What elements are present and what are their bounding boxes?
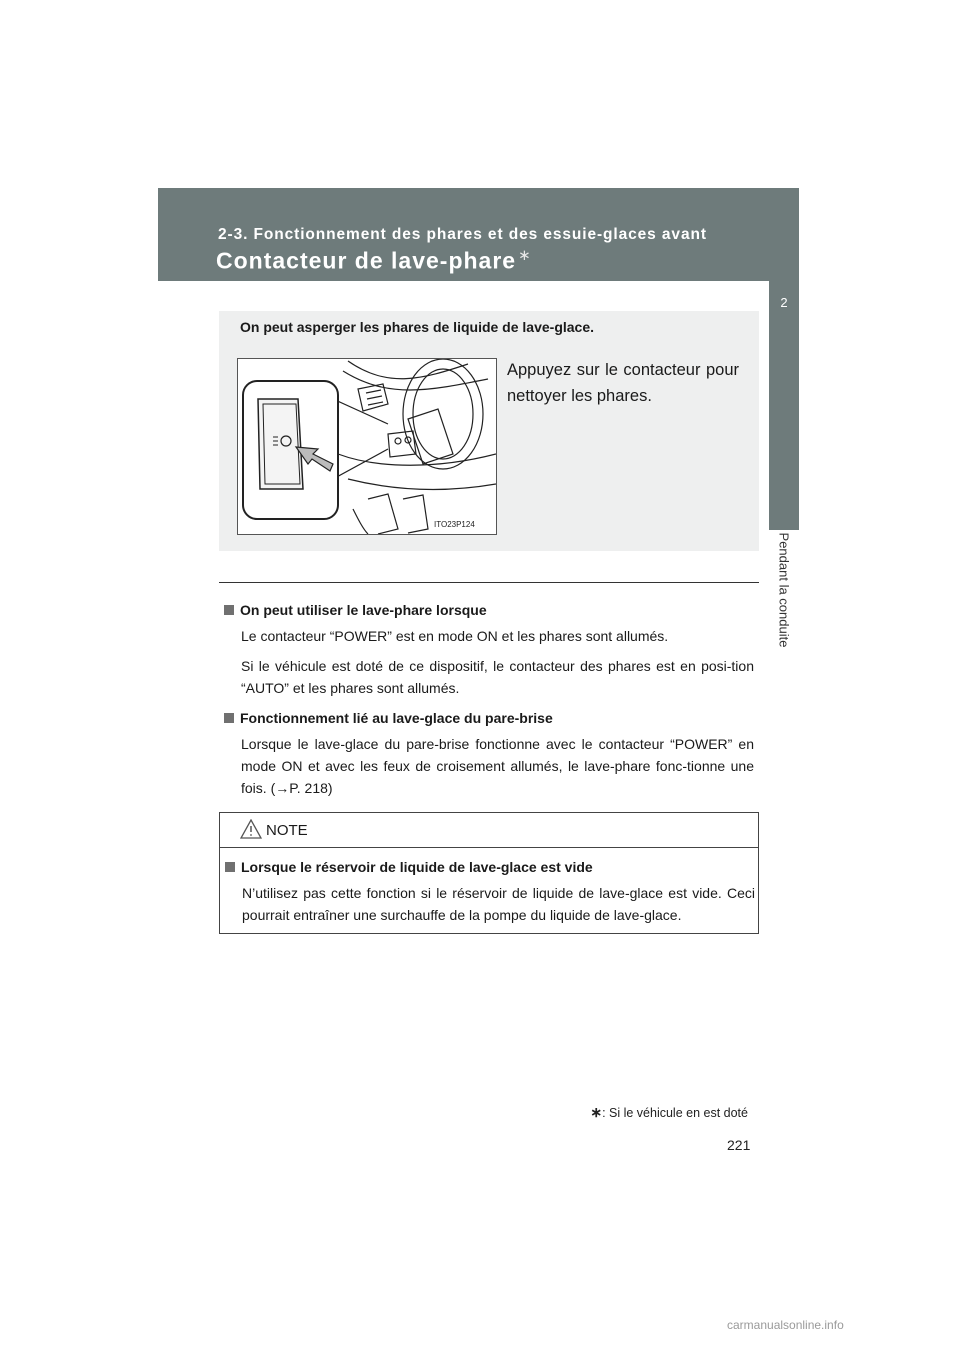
- chapter-number: 2: [780, 295, 788, 310]
- paragraph: Si le véhicule est doté de ce dispositif, le contacteur des phares est en posi-tion “AUTO” et les phares sont allumés.: [241, 658, 754, 696]
- asterisk-icon: ∗: [518, 247, 532, 264]
- content: [224, 599, 754, 807]
- square-bullet-icon: [225, 862, 235, 872]
- square-bullet-icon: [224, 605, 234, 615]
- footnote: [590, 1104, 748, 1121]
- note-header: [220, 813, 758, 848]
- image-code: ITO23P124: [434, 520, 475, 529]
- page-title: [216, 246, 532, 275]
- footnote-text: : Si le véhicule en est doté: [602, 1106, 748, 1120]
- section-heading-text: Fonctionnement lié au lave-glace du pare-brise: [240, 710, 553, 726]
- dashboard-drawing: [238, 359, 496, 534]
- note-heading-text: Lorsque le réservoir de liquide de lave-glace est vide: [241, 859, 593, 875]
- intro-box: [219, 311, 759, 551]
- section-heading: [224, 599, 754, 621]
- section-heading-text: On peut utiliser le lave-phare lorsque: [240, 602, 487, 618]
- note-heading: [225, 856, 755, 878]
- page-title-text: Contacteur de lave-phare: [216, 247, 517, 274]
- section-linked: [224, 707, 754, 799]
- paragraph: Le contacteur “POWER” est en mode ON et les phares sont allumés.: [241, 628, 669, 644]
- section-usage: [224, 599, 754, 699]
- section-header: [158, 188, 799, 281]
- page-number: 221: [727, 1137, 751, 1153]
- intro-lead: On peut asperger les phares de liquide de lave-glace.: [240, 319, 595, 335]
- chapter-tab: [769, 265, 799, 530]
- note-text: N’utilisez pas cette fonction si le réservoir de liquide de lave-glace est vide. Ceci pourrait entraîner une surchauffe de la pompe du liquide de lave-glace.: [242, 885, 755, 923]
- watermark: carmanualsonline.info: [727, 1318, 844, 1332]
- intro-description: Appuyez sur le contacteur pour nettoyer les phares.: [507, 361, 739, 405]
- section-title: 2-3. Fonctionnement des phares et des essuie-glaces avant: [218, 226, 707, 243]
- note-box: [219, 812, 759, 934]
- divider: [219, 582, 759, 583]
- section-heading: [224, 707, 754, 729]
- square-bullet-icon: [224, 713, 234, 723]
- paragraph: Lorsque le lave-glace du pare-brise fonctionne avec le contacteur “POWER” en mode ON et avec les feux de croisement allumés, le lave-phare fonc-tionne une fois. (→P. 218): [241, 736, 754, 796]
- note-body: [225, 856, 755, 926]
- chapter-label: Pendant la conduite: [776, 532, 792, 648]
- note-label: NOTE: [266, 822, 308, 839]
- warning-triangle-icon: [240, 819, 262, 839]
- asterisk-icon: ∗: [590, 1104, 603, 1120]
- dashboard-illustration: [237, 358, 497, 535]
